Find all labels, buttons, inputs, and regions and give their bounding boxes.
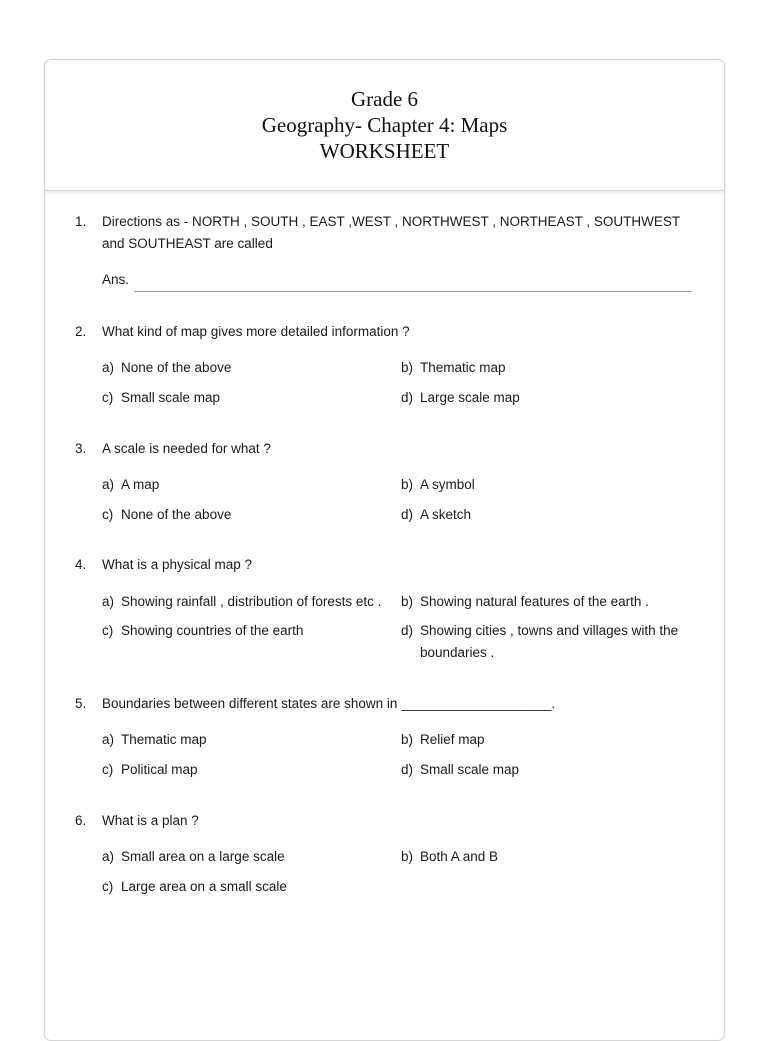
question-text: Directions as - NORTH , SOUTH , EAST ,WEST , NORTHWEST , NORTHEAST , SOUTHWEST and SOUTHEAST are called — [102, 214, 680, 251]
option-label: a) — [102, 360, 115, 375]
option-text: Both A and B — [420, 849, 499, 864]
option-label: a) — [102, 732, 115, 747]
option-text: A sketch — [420, 507, 472, 522]
answer-label: Ans. — [102, 272, 130, 287]
option-text: Showing natural features of the earth . — [420, 594, 649, 609]
question-text: What kind of map gives more detailed information ? — [102, 324, 410, 339]
option-text: Large scale map — [420, 390, 520, 405]
question-number: 1. — [75, 214, 87, 229]
question-text: A scale is needed for what ? — [102, 441, 271, 456]
option-label: b) — [401, 732, 414, 747]
option-label: b) — [401, 594, 414, 609]
option-text: None of the above — [121, 507, 232, 522]
question-number: 6. — [75, 813, 87, 828]
option-label: a) — [102, 477, 115, 492]
option-text: Thematic map — [121, 732, 207, 747]
question-number: 2. — [75, 324, 87, 339]
option-text: Small area on a large scale — [121, 849, 285, 864]
option-label: b) — [401, 849, 414, 864]
option-text: Small scale map — [121, 390, 221, 405]
option-text: Political map — [121, 762, 198, 777]
subject-title: Geography- Chapter 4: Maps — [261, 113, 508, 137]
worksheet-header — [45, 60, 724, 191]
option-text: Thematic map — [420, 360, 506, 375]
option-label: a) — [102, 594, 115, 609]
grade-title: Grade 6 — [350, 87, 419, 111]
option-text: Large area on a small scale — [121, 879, 287, 894]
option-text: Small scale map — [420, 762, 520, 777]
question-text: What is a plan ? — [102, 813, 199, 828]
option-label: c) — [102, 507, 114, 522]
option-text: A map — [121, 477, 160, 492]
option-text: Relief map — [420, 732, 485, 747]
option-label: b) — [401, 477, 414, 492]
option-text: None of the above — [121, 360, 232, 375]
option-label: c) — [102, 762, 114, 777]
question-text: What is a physical map ? — [102, 557, 253, 572]
option-label: d) — [401, 507, 414, 522]
worksheet-label: WORKSHEET — [319, 139, 450, 163]
option-label: a) — [102, 849, 115, 864]
question-number: 5. — [75, 696, 87, 711]
answer-line[interactable] — [134, 291, 692, 292]
option-label: d) — [401, 390, 414, 405]
option-text: A symbol — [420, 477, 475, 492]
question-number: 4. — [75, 557, 87, 572]
option-text: Showing countries of the earth — [121, 623, 304, 638]
option-label: c) — [102, 623, 114, 638]
option-text: Showing rainfall , distribution of forests etc . — [121, 594, 382, 609]
question-text: Boundaries between different states are shown in ____________________. — [102, 696, 556, 711]
option-label: b) — [401, 360, 414, 375]
question-number: 3. — [75, 441, 87, 456]
option-label: c) — [102, 390, 114, 405]
option-label: d) — [401, 623, 414, 638]
option-label: d) — [401, 762, 414, 777]
option-text: Showing cities , towns and villages with the boundaries . — [420, 623, 679, 660]
option-label: c) — [102, 879, 114, 894]
